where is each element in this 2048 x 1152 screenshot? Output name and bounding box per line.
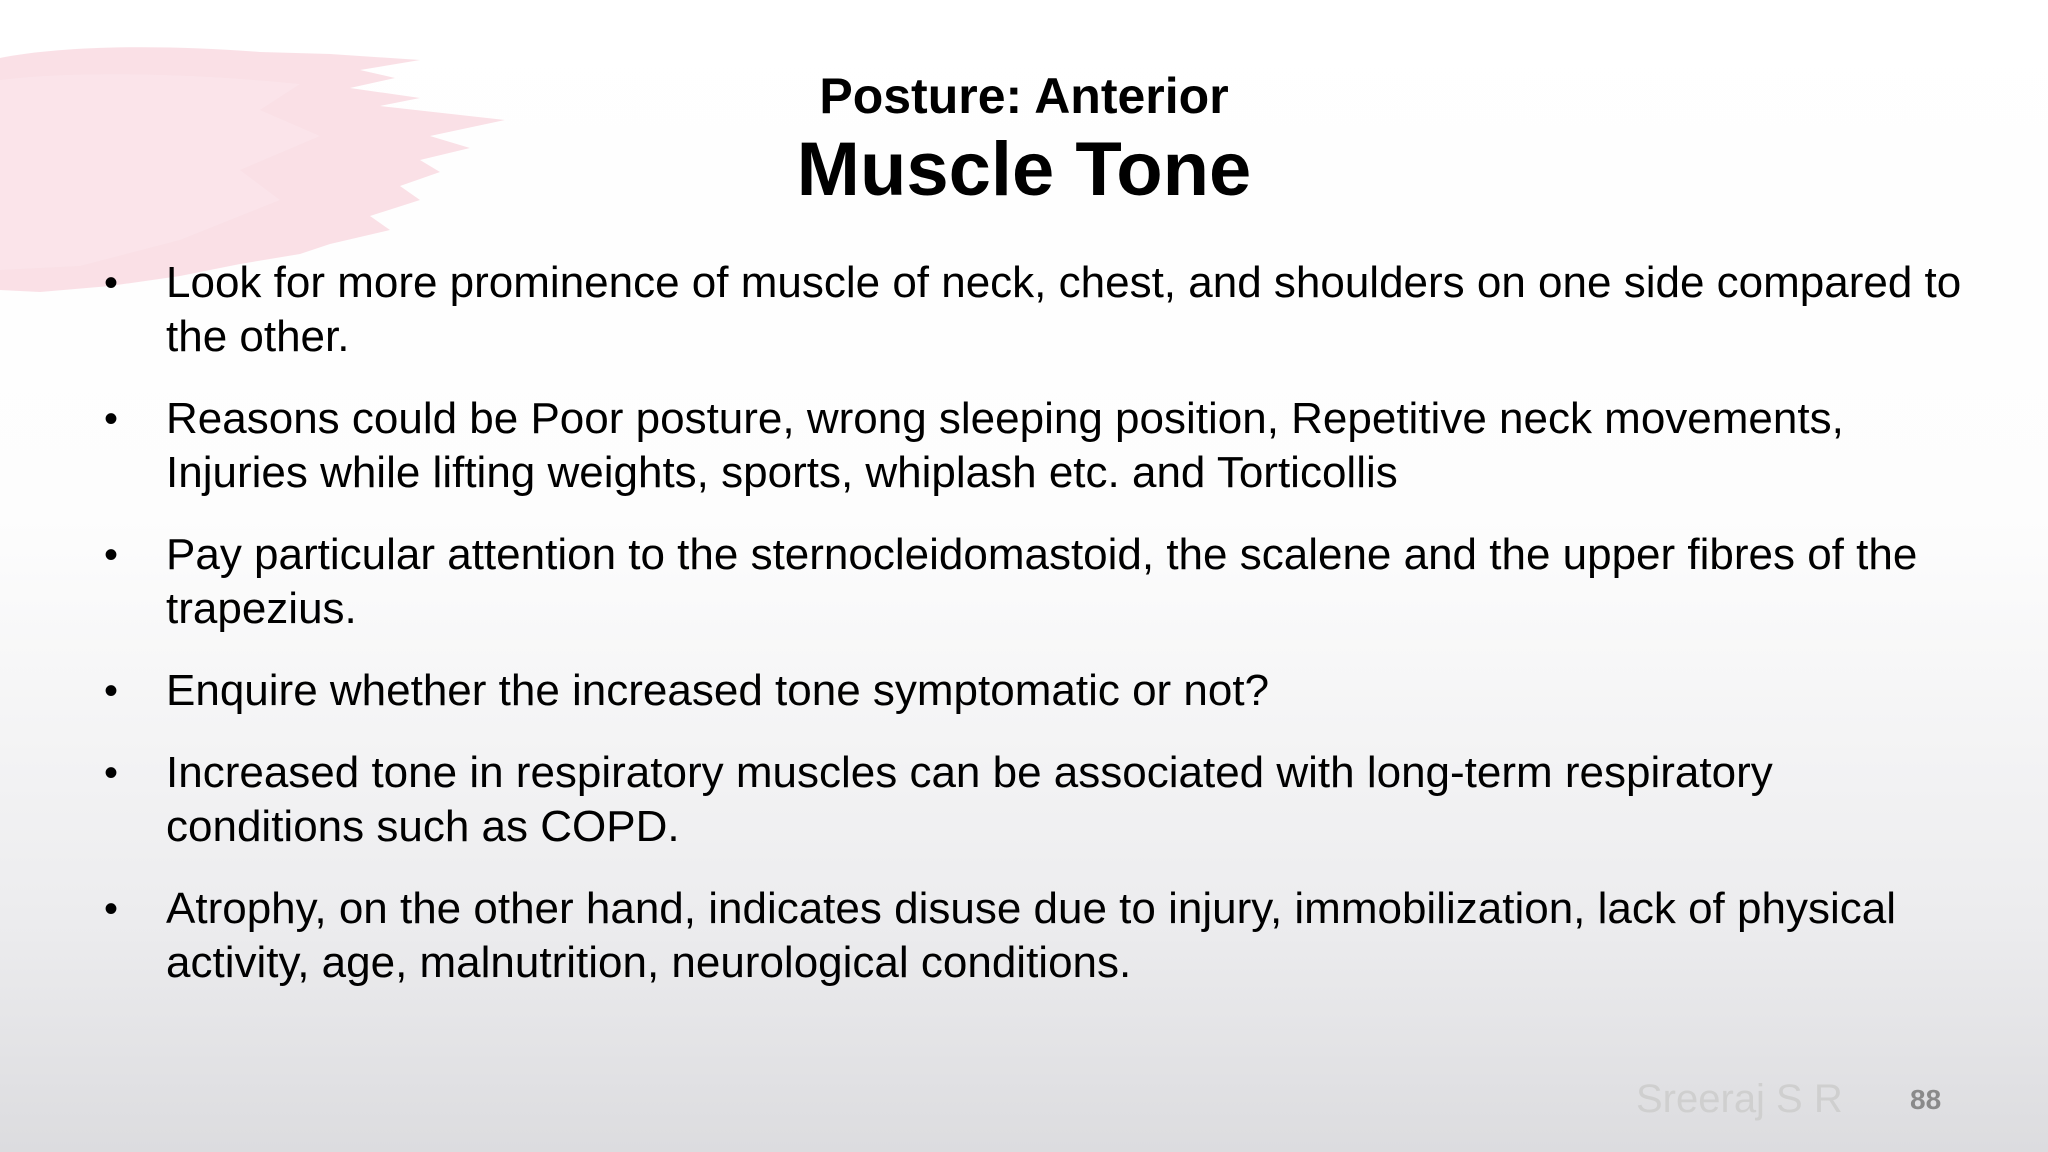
bullet-item: [100, 882, 1980, 990]
bullet-list: [100, 256, 1980, 1018]
bullet-text: Look for more prominence of muscle of neck, chest, and shoulders on one side compared to the other.: [166, 258, 1962, 361]
author-name: Sreeraj S R: [1636, 1077, 1843, 1121]
bullet-text: Increased tone in respiratory muscles can be associated with long-term respiratory conditions such as COPD.: [166, 748, 1773, 851]
bullet-icon: •: [104, 397, 119, 441]
bullet-item: [100, 256, 1980, 364]
slide-title-block: [0, 66, 2048, 214]
bullet-icon: •: [104, 533, 119, 577]
bullet-text: Atrophy, on the other hand, indicates disuse due to injury, immobilization, lack of physical activity, age, malnutrition, neurological conditions.: [166, 884, 1896, 987]
bullet-icon: •: [104, 261, 119, 305]
bullet-text: Pay particular attention to the sternocleidomastoid, the scalene and the upper fibres of the trapezius.: [166, 530, 1918, 633]
bullet-item: [100, 528, 1980, 636]
bullet-icon: •: [104, 887, 119, 931]
page-number: 88: [1910, 1084, 1942, 1115]
bullet-item: [100, 746, 1980, 854]
bullet-icon: •: [104, 751, 119, 795]
slide-subtitle: Posture: Anterior: [819, 68, 1229, 124]
bullet-text: Reasons could be Poor posture, wrong sleeping position, Repetitive neck movements, Injuries while lifting weights, sports, whiplash etc. and Torticollis: [166, 394, 1844, 497]
slide-title: Muscle Tone: [796, 127, 1252, 212]
bullet-item: [100, 664, 1980, 718]
bullet-item: [100, 392, 1980, 500]
bullet-icon: •: [104, 669, 119, 713]
bullet-text: Enquire whether the increased tone symptomatic or not?: [166, 666, 1270, 715]
